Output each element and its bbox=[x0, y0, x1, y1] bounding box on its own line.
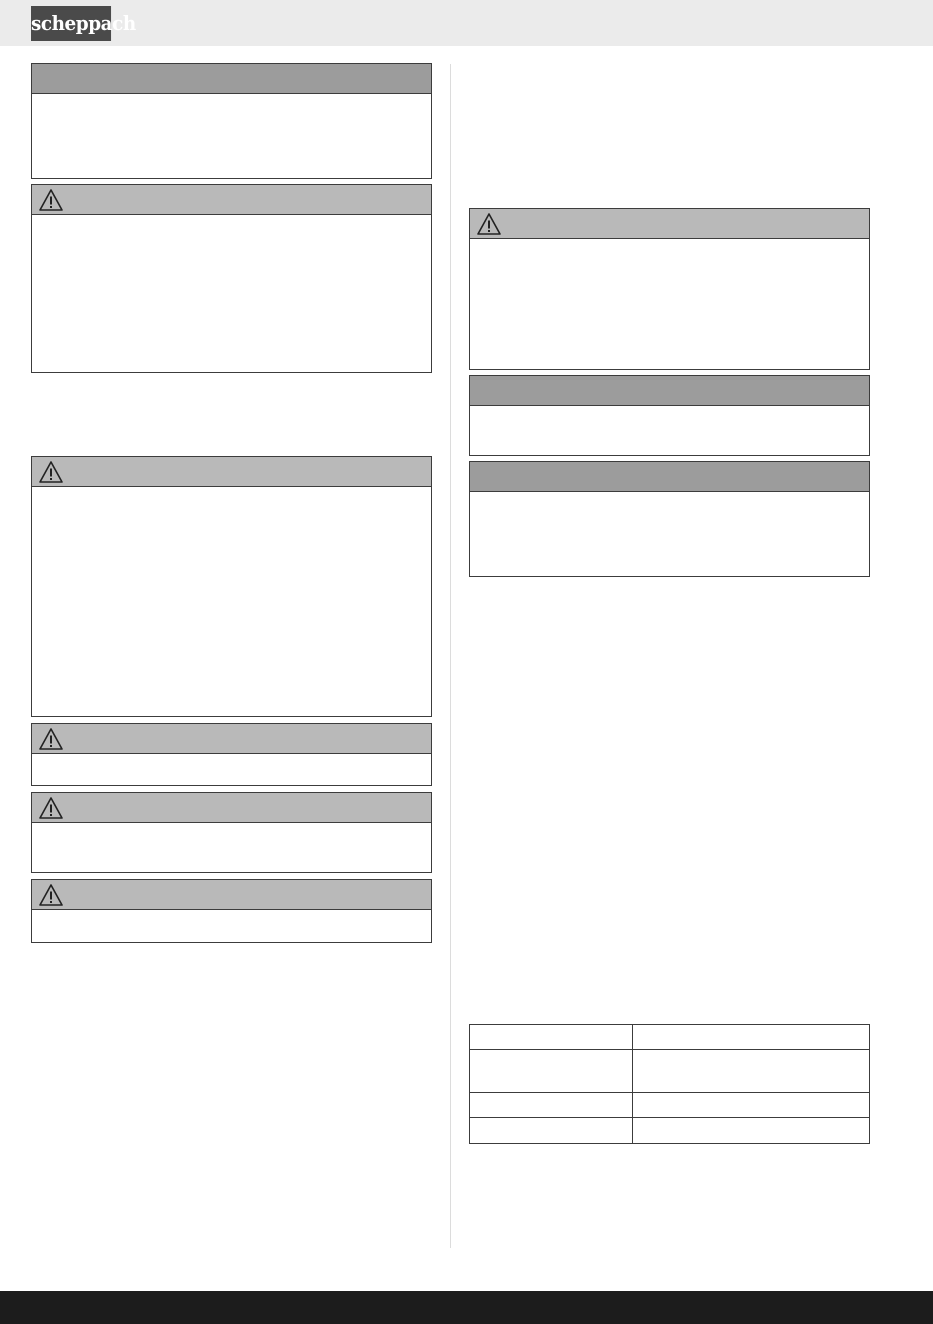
table-cell bbox=[633, 1093, 870, 1118]
column-divider bbox=[450, 64, 451, 1248]
table-row bbox=[470, 1093, 870, 1118]
warning-box bbox=[31, 792, 432, 873]
footer-bar bbox=[0, 1291, 933, 1324]
table-row bbox=[470, 1118, 870, 1144]
warning-box-header bbox=[32, 185, 431, 215]
notice-box bbox=[469, 375, 870, 456]
table-cell bbox=[470, 1050, 633, 1093]
warning-box-header bbox=[32, 880, 431, 910]
warning-box bbox=[31, 184, 432, 373]
warning-box bbox=[31, 723, 432, 786]
warning-box bbox=[469, 208, 870, 370]
table-cell bbox=[633, 1025, 870, 1050]
table-cell bbox=[633, 1050, 870, 1093]
brand-logo: scheppach bbox=[31, 6, 111, 41]
notice-box bbox=[469, 461, 870, 577]
warning-triangle-icon bbox=[38, 460, 64, 484]
notice-box-header bbox=[470, 462, 869, 492]
table-row bbox=[470, 1025, 870, 1050]
warning-box bbox=[31, 456, 432, 717]
notice-box-header bbox=[470, 376, 869, 406]
header-bar bbox=[0, 0, 933, 46]
warning-box-header bbox=[32, 724, 431, 754]
warning-triangle-icon bbox=[38, 796, 64, 820]
warning-box-header bbox=[32, 793, 431, 823]
warning-box-header bbox=[470, 209, 869, 239]
warning-triangle-icon bbox=[38, 727, 64, 751]
table-cell bbox=[633, 1118, 870, 1144]
spec-table bbox=[469, 1024, 870, 1144]
warning-box bbox=[31, 879, 432, 943]
warning-triangle-icon bbox=[38, 188, 64, 212]
table-cell bbox=[470, 1025, 633, 1050]
table-cell bbox=[470, 1118, 633, 1144]
notice-box bbox=[31, 63, 432, 179]
table-row bbox=[470, 1050, 870, 1093]
warning-triangle-icon bbox=[476, 212, 502, 236]
warning-box-header bbox=[32, 457, 431, 487]
notice-box-header bbox=[32, 64, 431, 94]
table-cell bbox=[470, 1093, 633, 1118]
warning-triangle-icon bbox=[38, 883, 64, 907]
